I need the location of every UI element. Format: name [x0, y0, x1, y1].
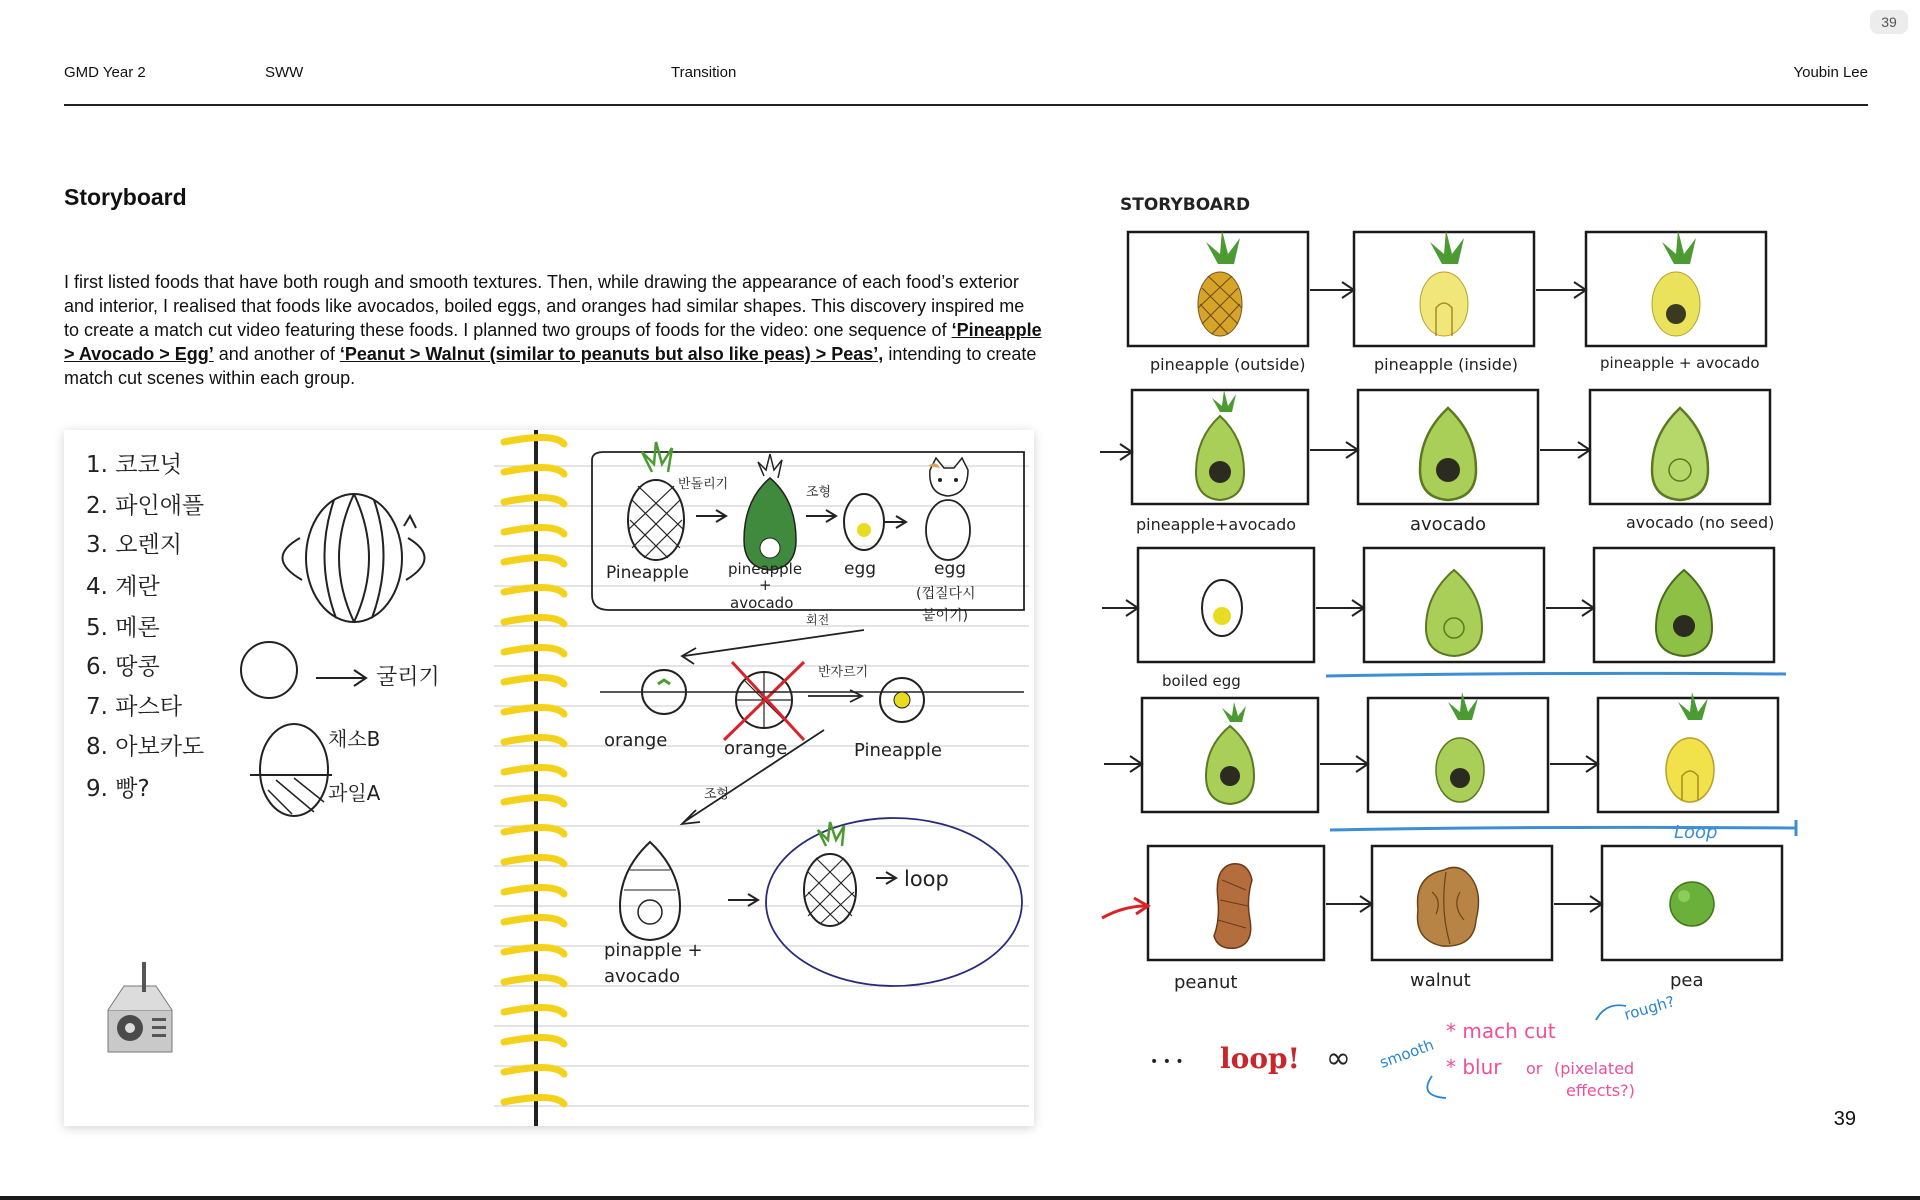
avocado-no-seed-illustration [1652, 408, 1708, 500]
frame-caption: walnut [1410, 970, 1471, 991]
arrow-icon [1546, 600, 1594, 616]
flow-label: egg [844, 559, 877, 579]
frame-caption: avocado (no seed) [1626, 513, 1775, 532]
row2-labels [604, 730, 942, 761]
rotating-fruit-sketch [282, 494, 424, 622]
circle-sketch [241, 642, 297, 698]
frame-caption: pineapple (outside) [1150, 355, 1306, 374]
pineapple-inside-illustration [1420, 230, 1468, 336]
fruit-label: 과일A [328, 781, 381, 805]
list-item-5: 5. 메론 [86, 615, 160, 641]
half-shaded-egg-sketch [250, 724, 332, 816]
arrow-icon [806, 510, 836, 522]
row2-label: orange [604, 730, 668, 751]
page-title: Storyboard [64, 184, 187, 210]
arrow-icon [1100, 444, 1132, 460]
row2-label: orange [724, 738, 788, 759]
veg-label: 채소B [328, 727, 381, 751]
frame-arrows [1100, 282, 1602, 912]
body-mid: and another of [213, 344, 340, 364]
rotate-label: 반돌리기 [678, 477, 729, 492]
curved-arrow-icon [1427, 1076, 1446, 1098]
boiled-egg-illustration [1202, 580, 1242, 636]
frame-caption: pineapple (inside) [1374, 355, 1518, 374]
storyboard-sketch [1096, 180, 1816, 1120]
flow-label: Pineapple [606, 563, 690, 583]
flow-label: + [759, 576, 772, 594]
footer-loop: loop! [1220, 1042, 1300, 1075]
list-item-8: 8. 아보카도 [86, 734, 205, 760]
cat-egg-sketch [926, 458, 970, 560]
row2-label: Pineapple [854, 740, 942, 761]
note-blur: * blur [1446, 1055, 1502, 1079]
arrow-icon [316, 670, 366, 686]
body-intro: I first listed foods that have both rough and smooth textures. Then, while drawing the appearance of each food’s exterior and interior, I realised that foods like avocados, boiled eggs, and oranges had similar shapes. This discovery inspired me to create a match cut video featuring these foods. I planned two groups of foods for the video: one sequence of [64, 272, 1025, 340]
arrow-icon [696, 510, 726, 522]
note-smooth: smooth [1377, 1035, 1437, 1072]
list-item-6: 6. 땅콩 [86, 654, 160, 680]
flow-label: avocado [730, 594, 794, 612]
storyboard-svg [1096, 180, 1816, 1120]
pineapple-avocado-illustration [1436, 692, 1484, 802]
arrow-icon [1320, 756, 1368, 772]
arrow-icon [728, 894, 758, 906]
list-item-7: 7. 파스타 [86, 694, 182, 720]
frame-caption: avocado [1410, 514, 1487, 535]
note-or: or [1526, 1059, 1543, 1078]
peanut-illustration [1214, 864, 1252, 948]
storyboard-title: STORYBOARD [1120, 195, 1251, 215]
body-paragraph [64, 270, 1044, 390]
body-end: intending to create match cut scenes within each group. [64, 344, 1037, 388]
note-effects: effects?) [1566, 1081, 1635, 1100]
row3-label: avocado [604, 966, 681, 987]
pineapple-sketch [628, 442, 684, 560]
avocado-illustration [1426, 570, 1482, 656]
list-item-3: 3. 오렌지 [86, 532, 182, 558]
egg-sketch [844, 494, 884, 550]
frame-caption: pineapple + avocado [1600, 354, 1760, 372]
flow-labels [606, 559, 976, 624]
arrow-icon [876, 872, 896, 884]
list-item-4: 4. 계란 [86, 574, 160, 600]
list-item-1: 1. 코코넛 [86, 452, 182, 478]
header-course: GMD Year 2 [64, 64, 146, 81]
header-project: Transition [671, 64, 737, 81]
pineapple-avocado-sketch [620, 842, 680, 940]
arrow-icon [1310, 442, 1358, 458]
spiral-binding [534, 430, 538, 1126]
bottom-bar [0, 1196, 1920, 1200]
food-list [86, 452, 204, 802]
arrow-icon [1554, 896, 1602, 912]
ellipsis: • • • [1150, 1054, 1184, 1070]
notebook-photo [64, 430, 1034, 1126]
arrow-icon [884, 516, 906, 528]
arrow-icon [1536, 282, 1586, 298]
loop-line [1326, 673, 1786, 676]
notebook-sketch [64, 430, 1034, 1126]
arrow-icon [1104, 756, 1142, 772]
flow-label: pineapple [728, 560, 803, 578]
half-avocado-illustration [1206, 702, 1254, 804]
frame-caption: pineapple+avocado [1136, 515, 1297, 534]
arrow-icon [1102, 600, 1138, 616]
row3-labels [604, 867, 949, 987]
header-rule [64, 104, 1868, 106]
frame-caption: pea [1670, 970, 1704, 991]
frame-caption: boiled egg [1162, 672, 1241, 690]
list-item-9: 9. 빵? [86, 776, 150, 802]
page-badge: 39 [1870, 10, 1908, 34]
note-pixelated: (pixelated [1554, 1059, 1635, 1078]
flow-label: egg [934, 559, 967, 579]
infinity-icon: ∞ [1326, 1041, 1351, 1076]
pineapple-slice-sketch [880, 678, 924, 722]
arrow-icon [1316, 600, 1364, 616]
loop-label: Loop [1674, 822, 1718, 843]
avocado-illustration [1656, 570, 1712, 656]
header [64, 64, 1868, 88]
sequence-two: ‘Peanut > Walnut (similar to peanuts but also like peas) > Peas’, [339, 344, 884, 364]
pineapple-inside-illustration [1666, 692, 1714, 802]
spin-label: 회전 [806, 613, 830, 627]
shape-label: 조형 [806, 485, 832, 500]
pineapple-avocado-illustration [1652, 230, 1700, 336]
header-author: Youbin Lee [1793, 64, 1868, 81]
row3-label: pinapple + [604, 940, 703, 961]
arrow-icon [1310, 282, 1354, 298]
pea-illustration [1670, 882, 1714, 926]
sequence-one: ‘Pineapple > Avocado > Egg’ [64, 320, 1042, 364]
note-rough: rough? [1622, 992, 1677, 1024]
pineapple-outside-illustration [1198, 230, 1242, 336]
arrow-icon [1540, 442, 1590, 458]
walnut-illustration [1418, 867, 1479, 946]
avocado-illustration [1420, 408, 1476, 500]
crossed-orange-sketch [724, 662, 804, 740]
arrow-icon [682, 630, 864, 664]
flow-label: 붙이기) [922, 608, 969, 624]
list-item-2: 2. 파인애플 [86, 493, 205, 519]
page-number: 39 [1833, 1108, 1856, 1130]
arrow-note: 굴리기 [376, 665, 440, 690]
red-arrow-icon [1102, 898, 1148, 918]
header-module: SWW [265, 64, 304, 81]
loop-line [1330, 820, 1796, 836]
arrow-icon [1326, 896, 1372, 912]
frame-caption: peanut [1174, 972, 1238, 993]
flow-label: (껍질다시 [916, 586, 976, 602]
row3-label: loop [904, 867, 949, 891]
note-match-cut: * mach cut [1446, 1019, 1556, 1043]
arrow-icon [1550, 756, 1598, 772]
milk-carton-sticker [108, 962, 172, 1052]
shape-label-2: 조형 [704, 787, 730, 802]
half-pineapple-avocado-illustration [1196, 390, 1244, 500]
cut-label: 반자르기 [818, 665, 869, 680]
half-pineapple-avocado-sketch [744, 454, 796, 570]
